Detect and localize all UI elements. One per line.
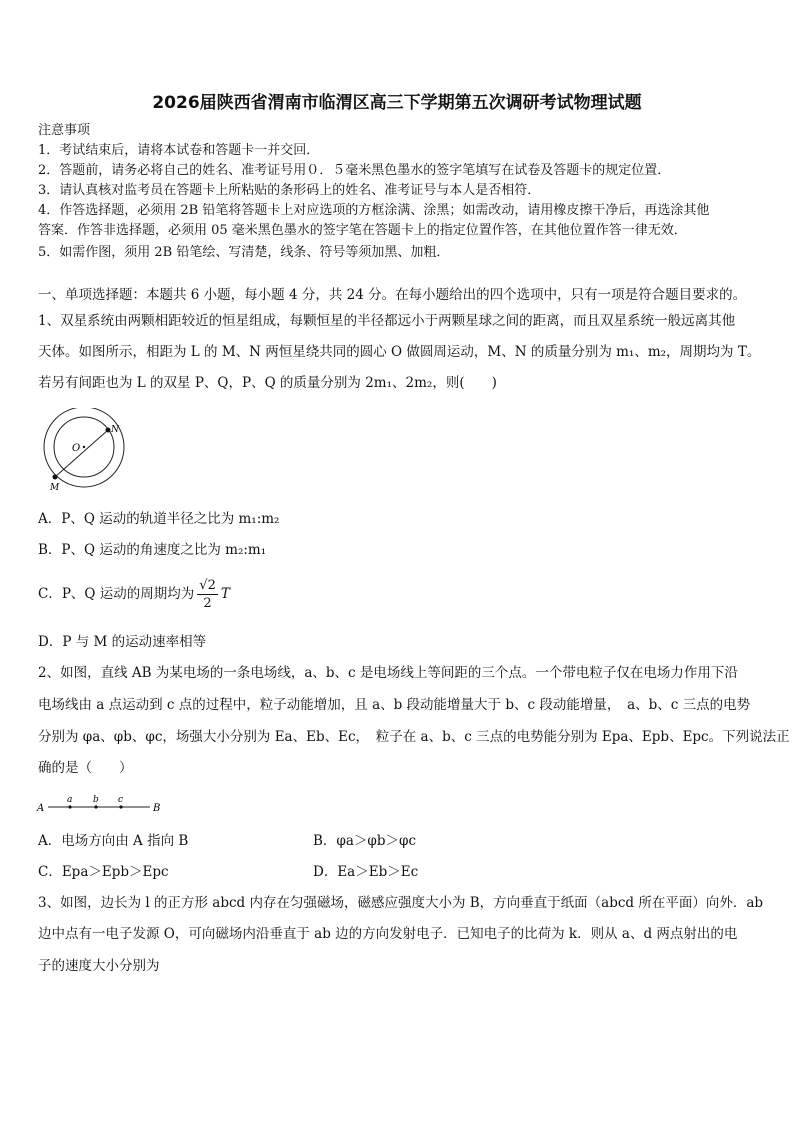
q1-option-d[interactable]: D．P 与 M 的运动速率相等 xyxy=(38,634,207,650)
q3-text-line1: 3、如图，边长为 l 的正方形 abcd 内存在匀强磁场，磁感应强度大小为 B，方向垂直于纸面（abcd 所在平面）向外．ab xyxy=(38,895,764,911)
center-o xyxy=(83,446,85,448)
q1-option-c[interactable] xyxy=(38,574,230,614)
q2-option-c[interactable]: C．Epa＞Epb＞Epc xyxy=(38,864,169,880)
notice-item-3: 3．请认真核对监考员在答题卡上所粘贴的条形码上的姓名、准考证号与本人是否相符． xyxy=(38,183,541,198)
label-b: b xyxy=(93,795,99,805)
page-title: 2026届陕西省渭南市临渭区高三下学期第五次调研考试物理试题 xyxy=(152,93,642,113)
fraction xyxy=(197,577,218,612)
q3-text-line2: 边中点有一电子发源 O，可向磁场内沿垂直于 ab 边的方向发射电子．已知电子的比荷为 k．则从 a、d 两点射出的电 xyxy=(38,926,738,942)
connecting-line xyxy=(55,430,108,477)
q2-text-line2: 电场线由 a 点运动到 c 点的过程中，粒子动能增加，且 a、b 段动能增量大于 b、c 段动能增量， a、b、c 三点的电势 xyxy=(38,697,751,713)
section-heading: 一、单项选择题：本题共 6 小题，每小题 4 分，共 24 分。在每小题给出的四个选项中，只有一项是符合题目要求的。 xyxy=(38,287,747,303)
q2-option-d[interactable]: D．Ea＞Eb＞Ec xyxy=(313,864,419,880)
notice-item-4-cont: 答案．作答非选择题，必须用 05 毫米黑色墨水的签字笔在答题卡上的指定位置作答，在其他位置作答一律无效． xyxy=(38,223,687,238)
fraction-numerator: √2 xyxy=(199,578,216,593)
label-A: A xyxy=(37,803,45,814)
star-n xyxy=(106,428,111,433)
q2-option-a[interactable]: A．电场方向由 A 指向 B xyxy=(38,833,189,849)
label-B: B xyxy=(153,803,161,814)
q2-text-line4: 确的是（ ） xyxy=(38,760,133,776)
q2-field-line-figure xyxy=(36,793,166,815)
point-a xyxy=(68,805,71,808)
point-c xyxy=(119,805,122,808)
q2-option-b[interactable]: B．φa＞φb＞φc xyxy=(313,833,417,849)
label-c: c xyxy=(118,795,124,805)
q1-text-line3: 若另有间距也为 L 的双星 P、Q，P、Q 的质量分别为 2m₁、2m₂，则( ) xyxy=(38,375,497,391)
q1-option-b[interactable]: B．P、Q 运动的角速度之比为 m₂:m₁ xyxy=(38,542,267,558)
notice-item-1: 1．考试结束后，请将本试卷和答题卡一并交回． xyxy=(38,143,320,158)
q1-binary-star-figure xyxy=(38,408,130,496)
q2-text-line1: 2、如图，直线 AB 为某电场的一条电场线，a、b、c 是电场线上等间距的三个点。一个带电粒子仅在电场力作用下沿 xyxy=(38,665,738,681)
q1-text-line1: 1、双星系统由两颗相距较近的恒星组成，每颗恒星的半径都远小于两颗星球之间的距离，而且双星系统一般远离其他 xyxy=(38,313,736,329)
q1-text-line2: 天体。如图所示，相距为 L 的 M、N 两恒星绕共同的圆心 O 做圆周运动，M、N 的质量分别为 m₁、m₂，周期均为 T。 xyxy=(38,344,761,360)
label-a: a xyxy=(67,795,73,805)
fraction-denominator: 2 xyxy=(203,596,212,611)
label-n: N xyxy=(111,425,119,435)
notice-item-4: 4．作答选择题，必须用 2B 铅笔将答题卡上对应选项的方框涂满、涂黑；如需改动，请用橡皮擦干净后，再选涂其他 xyxy=(38,203,710,218)
q1-option-a[interactable]: A．P、Q 运动的轨道半径之比为 m₁:m₂ xyxy=(38,511,280,527)
notice-item-5: 5．如需作图，须用 2B 铅笔绘、写清楚，线条、符号等须加黑、加粗． xyxy=(38,245,450,260)
q1-option-c-prefix: C．P、Q 运动的周期均为 xyxy=(38,586,195,602)
label-m: M xyxy=(50,483,60,493)
q3-text-line3: 子的速度大小分别为 xyxy=(38,958,160,974)
notice-heading: 注意事项 xyxy=(38,123,91,138)
notice-item-2: 2．答题前，请务必将自己的姓名、准考证号用０．５毫米黑色墨水的签字笔填写在试卷及答题卡的规定位置． xyxy=(38,163,671,178)
q1-option-c-suffix: T xyxy=(220,586,230,602)
star-m xyxy=(53,475,58,480)
label-o: O xyxy=(72,443,81,454)
point-b xyxy=(94,805,97,808)
q2-text-line3: 分别为 φa、φb、φc，场强大小分别为 Ea、Eb、Ec， 粒子在 a、b、c 三点的电势能分别为 Epa、Epb、Epc。下列说法正 xyxy=(38,729,790,745)
